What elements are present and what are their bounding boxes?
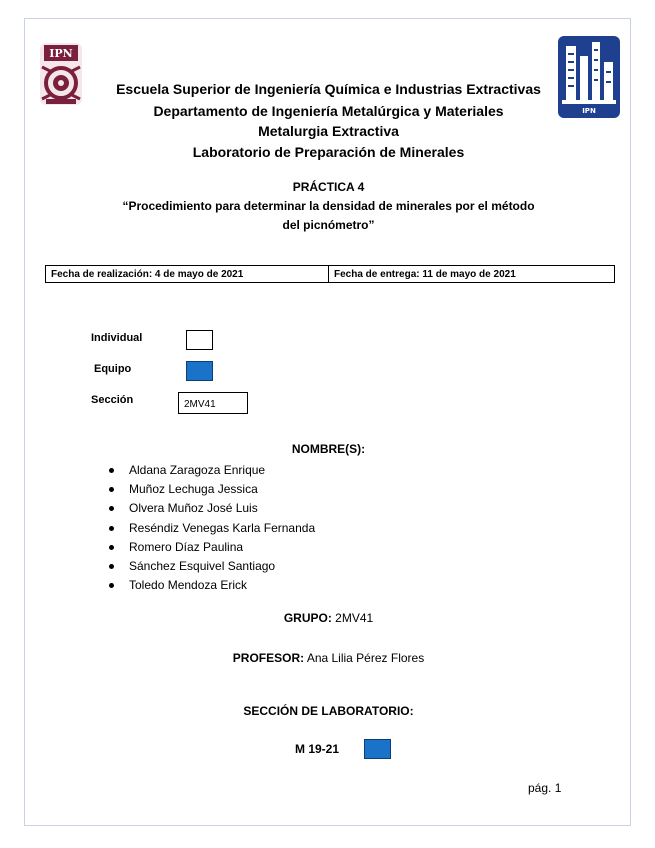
team-label: Equipo [94, 363, 132, 375]
group-value: 2MV41 [335, 611, 374, 625]
names-heading: NOMBRE(S): [291, 442, 366, 456]
lab-name: Laboratorio de Preparación de Minerales [192, 144, 465, 160]
individual-label: Individual [91, 332, 143, 344]
ipn-logo-text: IPN [49, 47, 73, 60]
dates-table [45, 265, 615, 283]
individual-checkbox[interactable] [186, 330, 213, 350]
delivery-date: Fecha de entrega: 11 de mayo de 2021 [334, 269, 516, 280]
list-item: Toledo Mendoza Erick [107, 576, 315, 595]
teacher-label: PROFESOR: [232, 651, 305, 665]
section-label: Sección [91, 394, 134, 406]
list-item: Reséndiz Venegas Karla Fernanda [107, 519, 315, 538]
practice-number: PRÁCTICA 4 [292, 180, 365, 194]
school-name: Escuela Superior de Ingeniería Química e Industrias Extractivas [116, 81, 541, 97]
group-label: GRUPO: [283, 611, 332, 625]
esiqie-logo-text: IPN [582, 107, 596, 115]
group-line [25, 611, 632, 625]
subject-name: Metalurgia Extractiva [258, 123, 399, 139]
page-number: pág. 1 [528, 781, 562, 795]
list-item: Aldana Zaragoza Enrique [107, 461, 315, 480]
document-page [24, 18, 631, 826]
section-field[interactable]: 2MV41 [178, 392, 248, 414]
lab-section-value: M 19-21 [295, 742, 340, 756]
list-item: Muñoz Lechuga Jessica [107, 480, 315, 499]
teacher-value: Ana Lilia Pérez Flores [306, 651, 425, 665]
team-checkbox[interactable] [186, 361, 213, 381]
names-list [107, 461, 315, 595]
list-item: Olvera Muñoz José Luis [107, 499, 315, 518]
teacher-line [25, 651, 632, 665]
practice-title-line2: del picnómetro” [282, 218, 375, 232]
ipn-logo-icon [36, 41, 86, 109]
practice-title-line1: “Procedimiento para determinar la densidad de minerales por el método [122, 199, 535, 213]
lab-section-heading: SECCIÓN DE LABORATORIO: [243, 704, 414, 718]
lab-section-checkbox[interactable] [364, 739, 391, 759]
realization-date: Fecha de realización: 4 de mayo de 2021 [46, 266, 329, 282]
list-item: Romero Díaz Paulina [107, 538, 315, 557]
list-item: Sánchez Esquivel Santiago [107, 557, 315, 576]
department-name: Departamento de Ingeniería Metalúrgica y Materiales [153, 103, 504, 119]
